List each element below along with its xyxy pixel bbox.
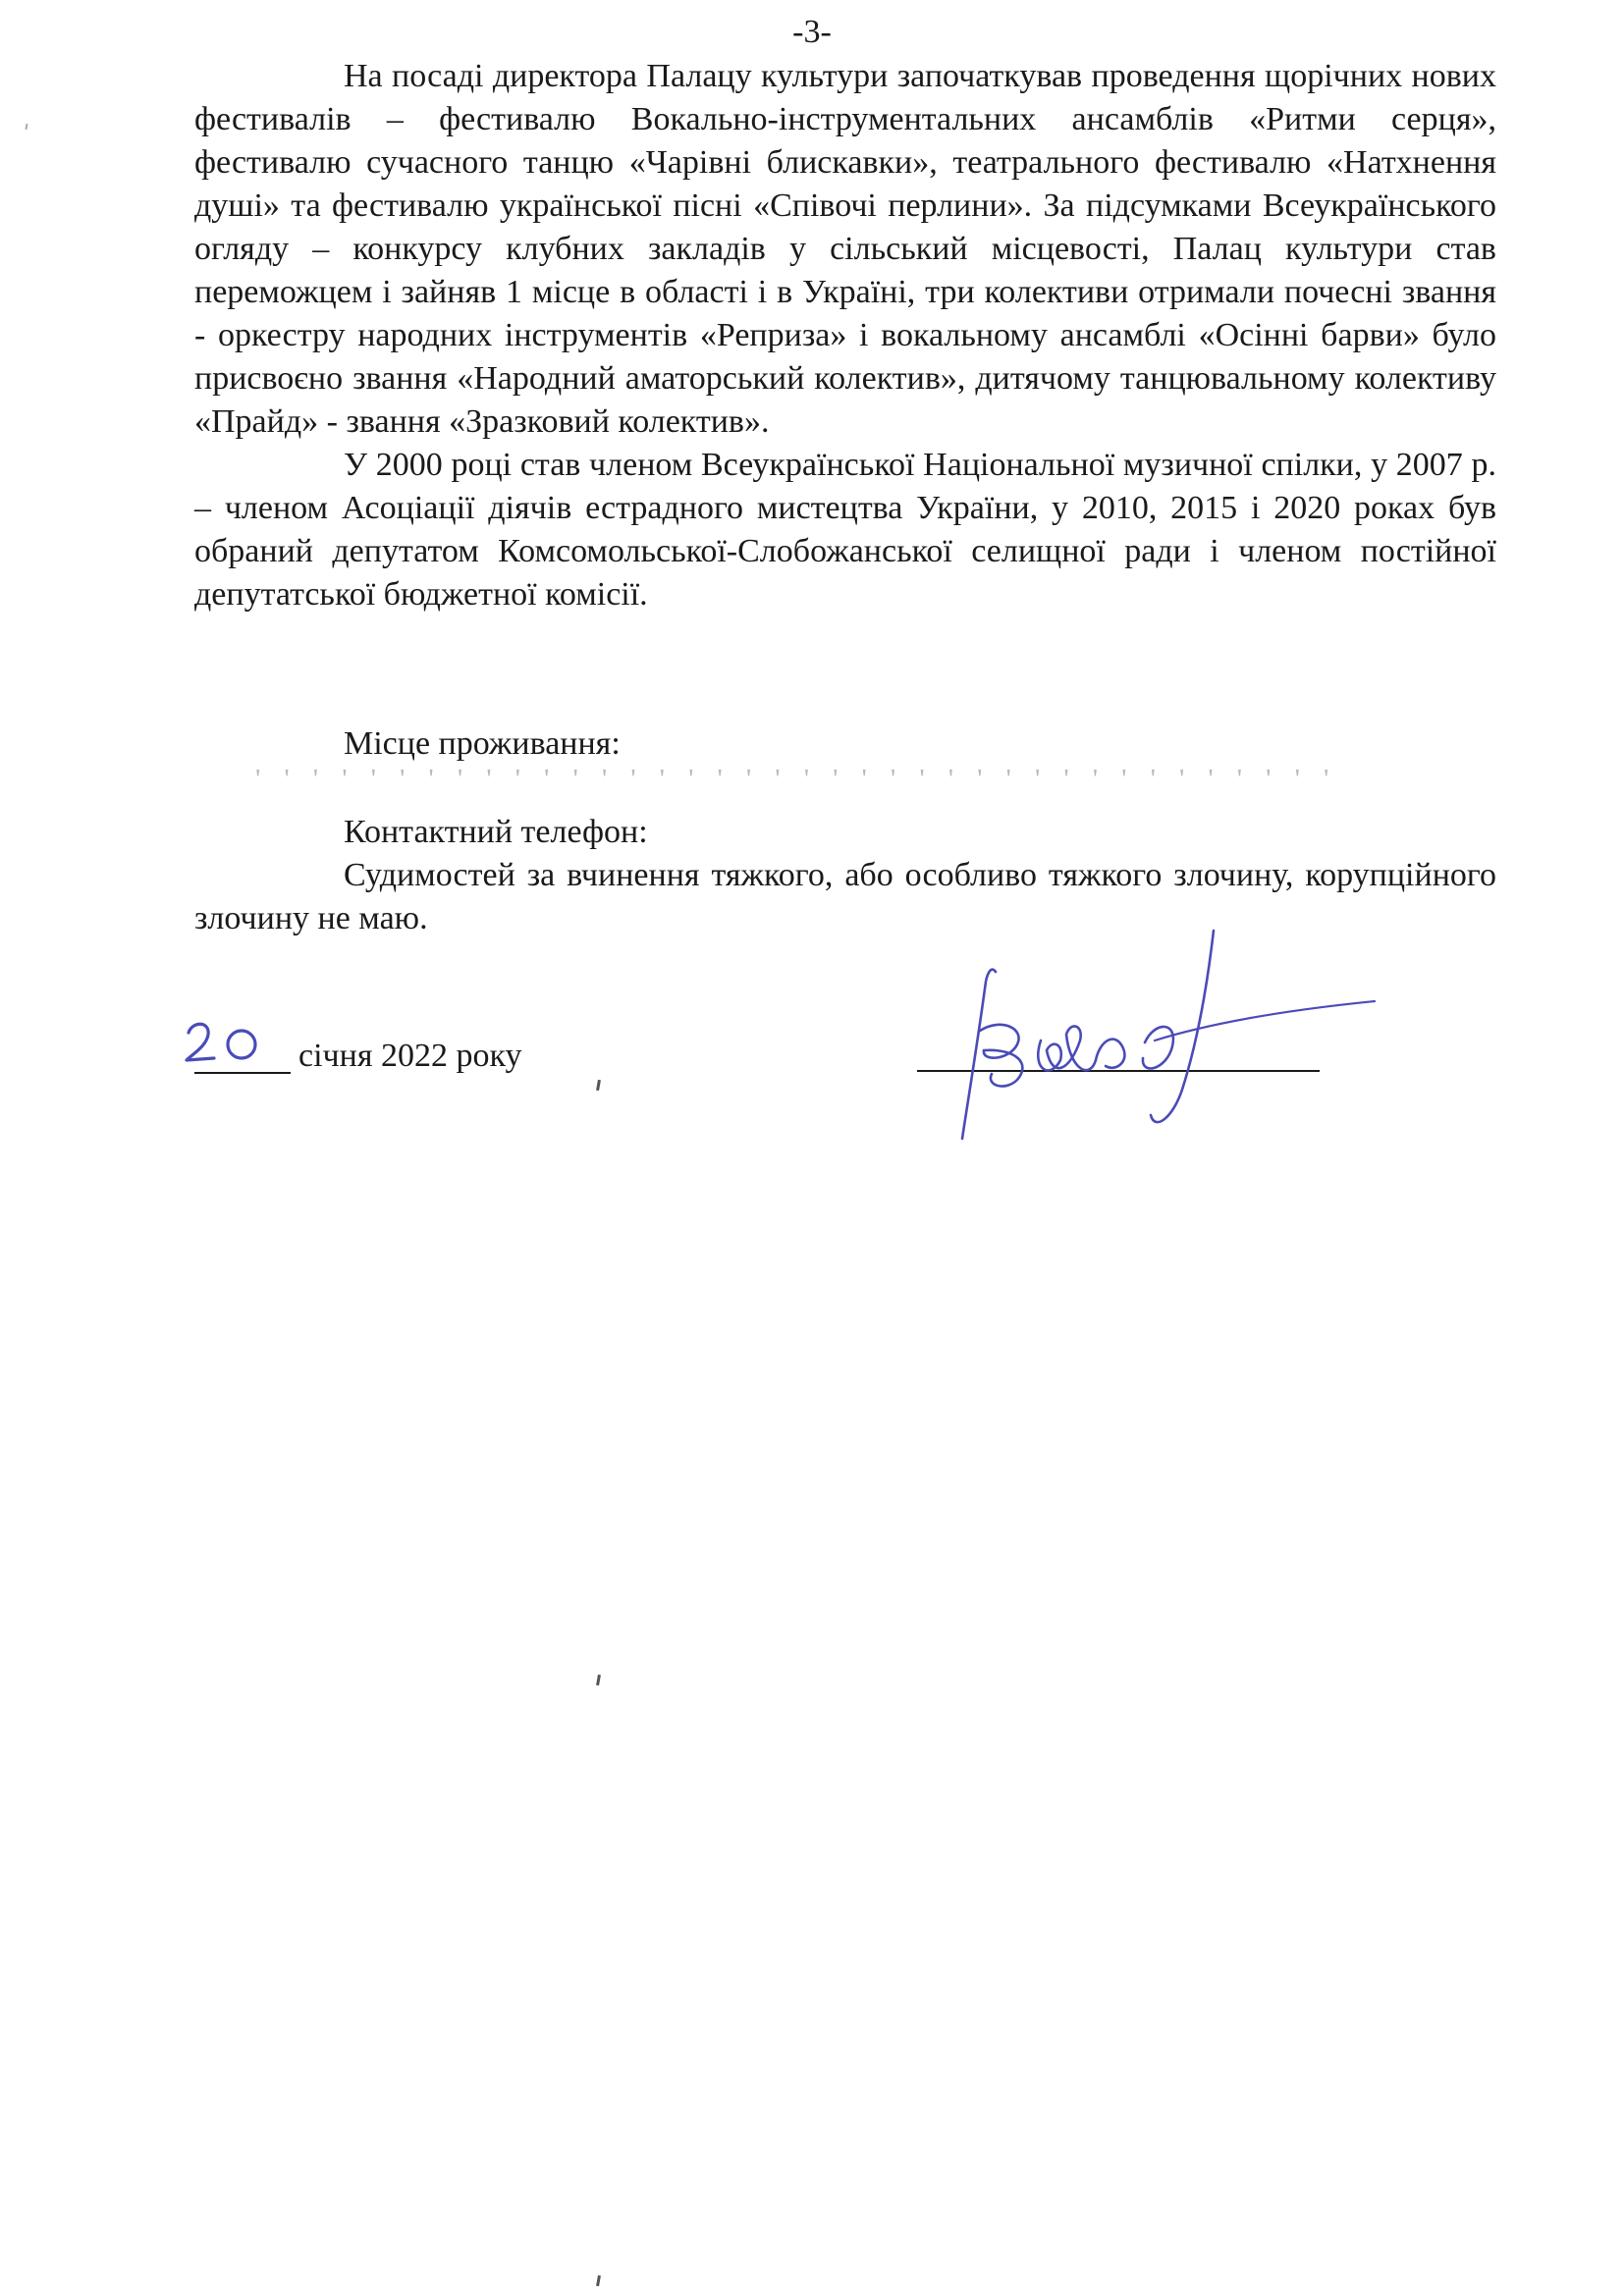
redacted-address-line (194, 768, 1510, 795)
paragraph-membership: У 2000 році став членом Всеукраїнської Національної музичної спілки, у 2007 р. – членом Асоціації діячів естрадного мистецтва України, у 2010, 2015 і 2020 роках був обраний депутатом Комсомольської-Слобожанської селищної ради і членом постійної депутатської бюджетної комісії. (194, 447, 1496, 613)
phone-label: Контактний телефон: (344, 814, 648, 850)
document-body (194, 55, 1496, 616)
date-month-year: січня 2022 року (298, 1038, 522, 1074)
date-day-underline (194, 1072, 291, 1074)
scan-speck (25, 124, 27, 130)
signature-date (194, 1031, 587, 1090)
criminal-record-statement: Судимостей за вчинення тяжкого, або особливо тяжкого злочину, корупційного злочину не маю. (194, 857, 1496, 936)
scan-speck (596, 1675, 601, 1685)
paragraph-festivals: На посаді директора Палацу культури започаткував проведення щорічних нових фестивалів – фестивалю Вокально-інструментальних ансамблів «Ритми серця», фестивалю сучасного танцю «Чарівні блискавки», театрального фестивалю «Натхнення душі» та фестивалю української пісні «Співочі перлини». За підсумками Всеукраїнського огляду – конкурсу клубних закладів у сільський місцевості, Палац культури став переможцем і зайняв 1 місце в області і в Україні, три колективи отримали почесні звання - оркестру народних інструментів «Реприза» і вокальному ансамблі «Осінні барви» було присвоєно звання «Народний аматорський колектив», дитячому танцювальному колективу «Прайд» - звання «Зразковий колектив». (194, 58, 1496, 440)
residence-label: Місце проживання: (344, 725, 621, 762)
redacted-address (677, 719, 1522, 774)
scan-speck (596, 1080, 601, 1091)
handwritten-signature (923, 923, 1384, 1158)
redacted-address-remnant: '''''''''''''''''''''''''''''''''''''' (255, 770, 1353, 789)
handwritten-day (175, 1011, 293, 1070)
page-number: -3- (792, 14, 832, 50)
redacted-phone (697, 803, 1345, 858)
scan-speck (596, 2275, 601, 2286)
